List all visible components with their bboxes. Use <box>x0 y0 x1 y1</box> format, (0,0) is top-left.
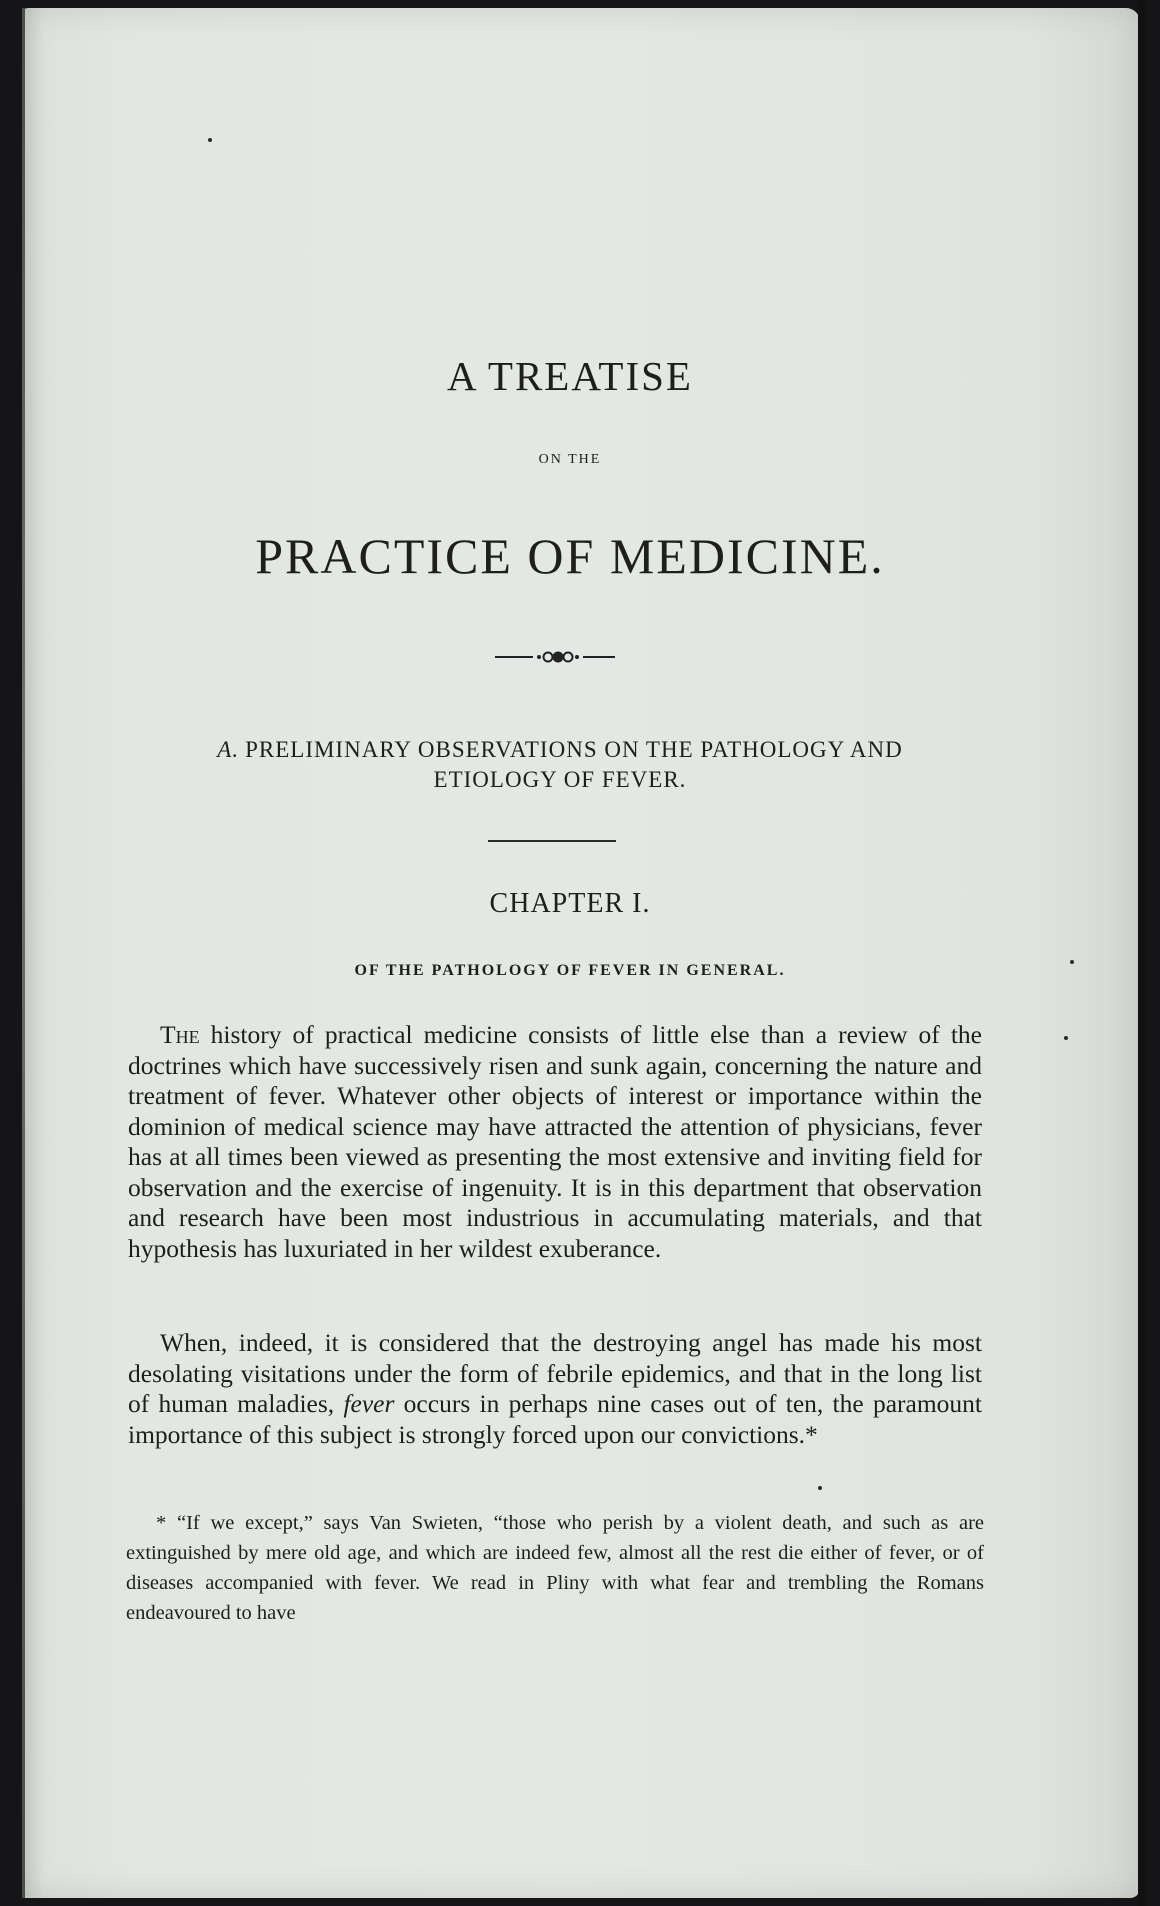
paragraph-2-text-a: When, indeed, it is considered that the destroying angel has made his most desolating visitations under the form of febrile epidemics, and that in the long list of human maladies, <box>128 1328 982 1418</box>
page-edge-shadow <box>1138 0 1146 1906</box>
title-treatise: A TREATISE <box>447 353 693 399</box>
footnote <box>126 1508 984 1628</box>
paragraph-2-text-b: occurs in perhaps nine cases out of ten, the paramount importance of this subject is strongly forced upon our convictions.* <box>128 1389 983 1449</box>
paragraph-2-italic: fever <box>343 1389 395 1418</box>
chapter-heading: CHAPTER I. <box>489 888 651 919</box>
chapter-subheading: OF THE PATHOLOGY OF FEVER IN GENERAL. <box>354 962 786 979</box>
page-gutter <box>22 8 25 1898</box>
paragraph-lead-word: The <box>160 1020 200 1049</box>
body-paragraph-1 <box>128 1020 982 1264</box>
ink-speck <box>1064 1036 1068 1040</box>
section-rule <box>488 840 616 842</box>
ink-speck <box>818 1486 822 1490</box>
title-on-the: ON THE <box>538 452 602 467</box>
body-paragraph-2 <box>128 1328 982 1450</box>
section-line-2: ETIOLOGY OF FEVER. <box>433 767 687 792</box>
ornament-divider <box>495 650 615 664</box>
ink-speck <box>208 138 212 142</box>
section-heading <box>120 735 1000 795</box>
paragraph-1-text: history of practical medicine consists of little else than a review of the doctrines which have successively risen and sunk again, concerning the nature and treatment of fever. Whatever other objects of interest or importance within the dominion of medical science may have attracted the attention of physicians, fever has at all times been viewed as presenting the most extensive and inviting field for observation and the exercise of ingenuity. It is in this department that observation and research have been most industrious in accumulating materials, and that hypothesis has luxuriated in her wildest exuberance. <box>128 1020 982 1263</box>
footnote-text: * “If we except,” says Van Swieten, “those who perish by a violent death, and such as are extinguished by mere old age, and which are indeed few, almost all the rest die either of fever, or of diseases accompanied with fever. We read in Pliny with what fear and trembling the Romans endeavoured to have <box>126 1512 984 1624</box>
section-line-1: PRELIMINARY OBSERVATIONS ON THE PATHOLOGY AND <box>245 737 903 762</box>
title-practice-of-medicine: PRACTICE OF MEDICINE. <box>255 528 885 584</box>
ink-speck <box>1070 960 1074 964</box>
section-mark: A. <box>217 737 240 762</box>
